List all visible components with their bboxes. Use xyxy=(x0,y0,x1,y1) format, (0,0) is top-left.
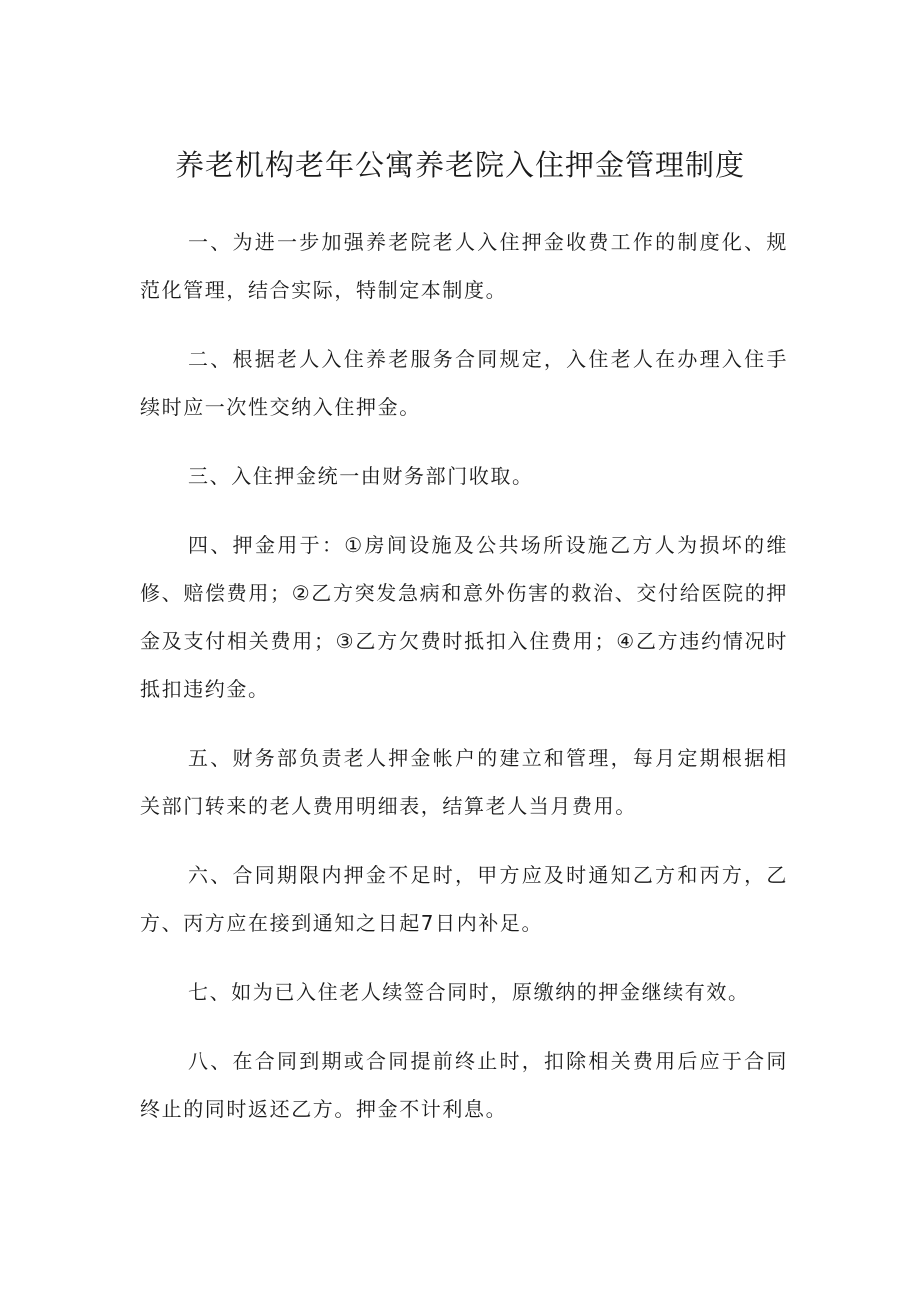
paragraph-5: 五、财务部负责老人押金帐户的建立和管理，每月定期根据相关部门转来的老人费用明细表，结算老人当月费用。 xyxy=(140,746,788,818)
paragraph-7: 七、如为已入住老人续签合同时，原缴纳的押金继续有效。 xyxy=(188,980,750,1004)
paragraph-1: 一、为进一步加强养老院老人入住押金收费工作的制度化、规范化管理，结合实际，特制定本制度。 xyxy=(140,230,788,302)
paragraph-8: 八、在合同到期或合同提前终止时，扣除相关费用后应于合同终止的同时返还乙方。押金不计利息。 xyxy=(140,1049,788,1121)
paragraph-3: 三、入住押金统一由财务部门收取。 xyxy=(188,464,534,488)
document-title: 养老机构老年公寓养老院入住押金管理制度 xyxy=(174,148,745,182)
paragraph-4: 四、押金用于：①房间设施及公共场所设施乙方人为损坏的维修、赔偿费用；②乙方突发急病和意外伤害的救治、交付给医院的押金及支付相关费用；③乙方欠费时抵扣入住费用；④乙方违约情况时抵扣违约金。 xyxy=(140,533,788,701)
paragraph-2: 二、根据老人入住养老服务合同规定，入住老人在办理入住手续时应一次性交纳入住押金。 xyxy=(140,347,788,419)
paragraph-6: 六、合同期限内押金不足时，甲方应及时通知乙方和丙方，乙方、丙方应在接到通知之日起7日内补足。 xyxy=(140,863,788,935)
document-body xyxy=(140,218,788,1154)
